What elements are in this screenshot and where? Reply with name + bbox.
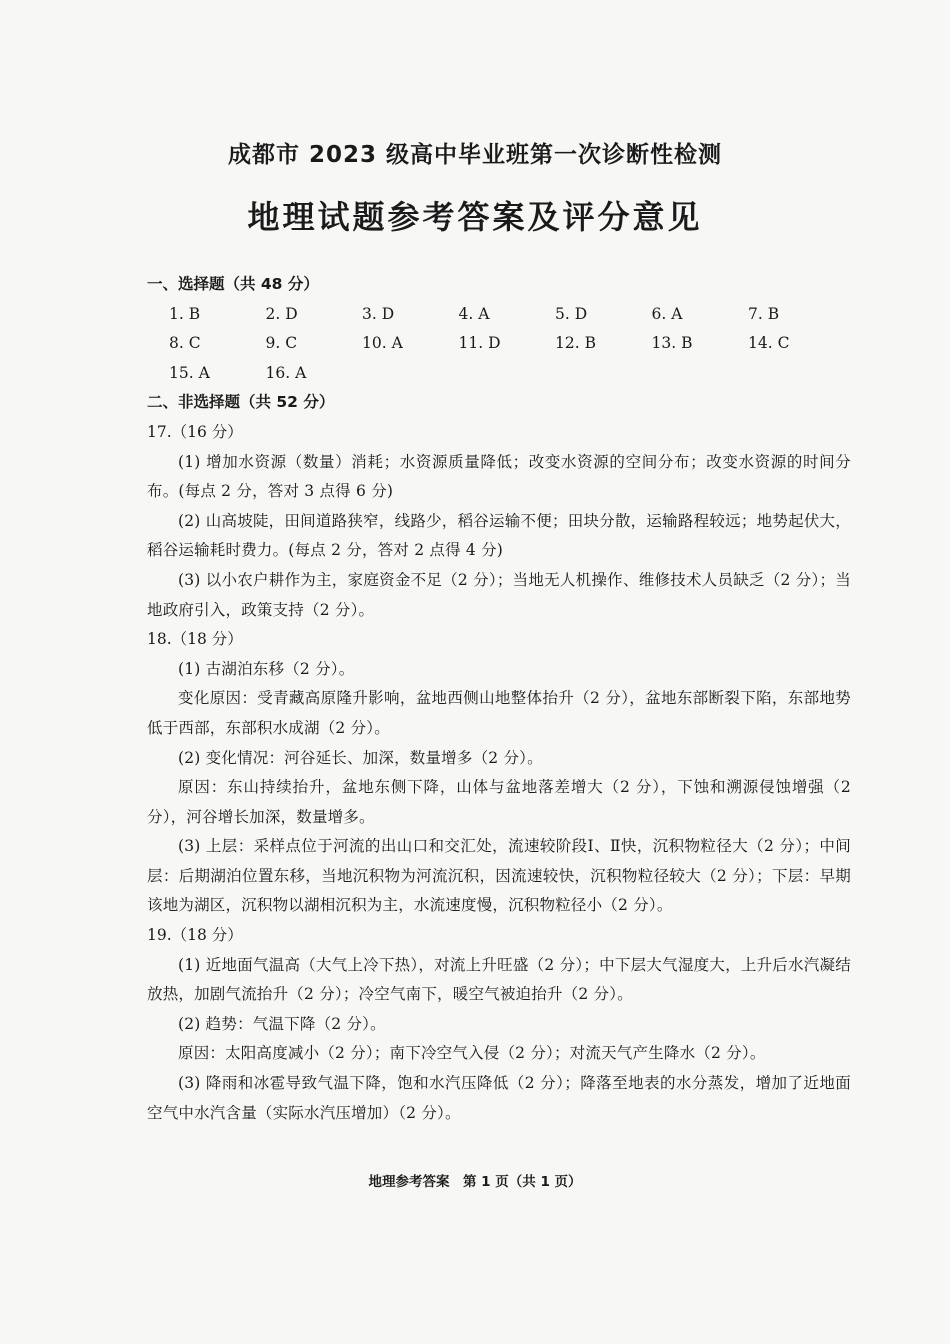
q18-answer-1: (1) 古湖泊东移（2 分）。	[178, 659, 355, 678]
document-title: 地理试题参考答案及评分意见	[247, 198, 703, 236]
answer-item: 3. D	[362, 304, 395, 323]
section-choice-title: 一、选择题（共 48 分）	[147, 275, 319, 293]
q19-answer-3: (3) 降雨和冰雹导致气温下降，饱和水汽压降低（2 分）；降落至地表的水分蒸发，增加了近地面空气中水汽含量（实际水汽压增加）（2 分）。	[147, 1074, 851, 1122]
question-18-heading: 18.（18 分）	[147, 630, 243, 649]
answer-item: 12. B	[555, 334, 596, 353]
answer-item: 16. A	[265, 363, 307, 382]
answer-item: 9. C	[265, 334, 298, 353]
answer-item: 6. A	[651, 304, 683, 323]
question-17-heading: 17.（16 分）	[147, 422, 243, 441]
answer-item: 5. D	[555, 304, 588, 323]
q19-answer-2-reason: 原因：太阳高度减小（2 分）；南下冷空气入侵（2 分）；对流天气产生降水（2 分）。	[178, 1044, 766, 1063]
choice-answers-grid	[147, 300, 851, 389]
exam-title: 成都市 2023 级高中毕业班第一次诊断性检测	[227, 142, 723, 168]
q17-answer-1: (1) 增加水资源（数量）消耗；水资源质量降低；改变水资源的空间分布；改变水资源的时间分布。(每点 2 分，答对 3 点得 6 分)	[147, 452, 851, 501]
question-19-heading: 19.（18 分）	[147, 926, 243, 945]
answer-item: 13. B	[651, 334, 693, 353]
answer-item: 8. C	[169, 334, 201, 353]
answer-item: 15. A	[169, 363, 210, 382]
q18-answer-2-reason: 原因：东山持续抬升，盆地东侧下降，山体与盆地落差增大（2 分），下蚀和溯源侵蚀增强（2 分），河谷增长加深，数量增多。	[147, 778, 851, 826]
q17-answer-3: (3) 以小农户耕作为主，家庭资金不足（2 分）；当地无人机操作、维修技术人员缺乏（2 分）；当地政府引入，政策支持（2 分）。	[147, 570, 851, 619]
q18-answer-1-reason: 变化原因：受青藏高原隆升影响，盆地西侧山地整体抬升（2 分），盆地东部断裂下陷，东部地势低于西部，东部积水成湖（2 分）。	[147, 689, 851, 737]
content-body	[147, 270, 851, 1128]
q17-answer-2: (2) 山高坡陡，田间道路狭窄，线路少，稻谷运输不便；田块分散，运输路程较远；地势起伏大，稻谷运输耗时费力。(每点 2 分，答对 2 点得 4 分)	[147, 511, 851, 560]
q19-answer-2: (2) 趋势：气温下降（2 分）。	[178, 1014, 386, 1033]
section-nonchoice-title: 二、非选择题（共 52 分）	[147, 393, 335, 412]
answer-item: 2. D	[265, 304, 298, 323]
answer-item: 1. B	[169, 304, 201, 323]
page-footer: 地理参考答案 第 1 页（共 1 页）	[368, 1174, 582, 1190]
answer-item: 11. D	[458, 334, 501, 353]
answer-item: 10. A	[362, 334, 403, 353]
answer-item: 14. C	[748, 334, 790, 353]
q18-answer-2: (2) 变化情况：河谷延长、加深，数量增多（2 分）。	[178, 748, 543, 767]
q18-answer-3: (3) 上层：采样点位于河流的出山口和交汇处，流速较阶段Ⅰ、Ⅱ快，沉积物粒径大（2 分）；中间层：后期湖泊位置东移，当地沉积物为河流沉积，因流速较快，沉积物粒径较大（2 分）；下层：早期该地为湖区，沉积物以湖相沉积为主，水流速度慢，沉积物粒径小（2 分）。	[147, 837, 851, 915]
answer-item: 7. B	[748, 304, 780, 323]
answer-item: 4. A	[458, 304, 490, 323]
q19-answer-1: (1) 近地面气温高（大气上冷下热），对流上升旺盛（2 分）；中下层大气湿度大，上升后水汽凝结放热，加剧气流抬升（2 分）；冷空气南下，暖空气被迫抬升（2 分）。	[147, 955, 851, 1004]
